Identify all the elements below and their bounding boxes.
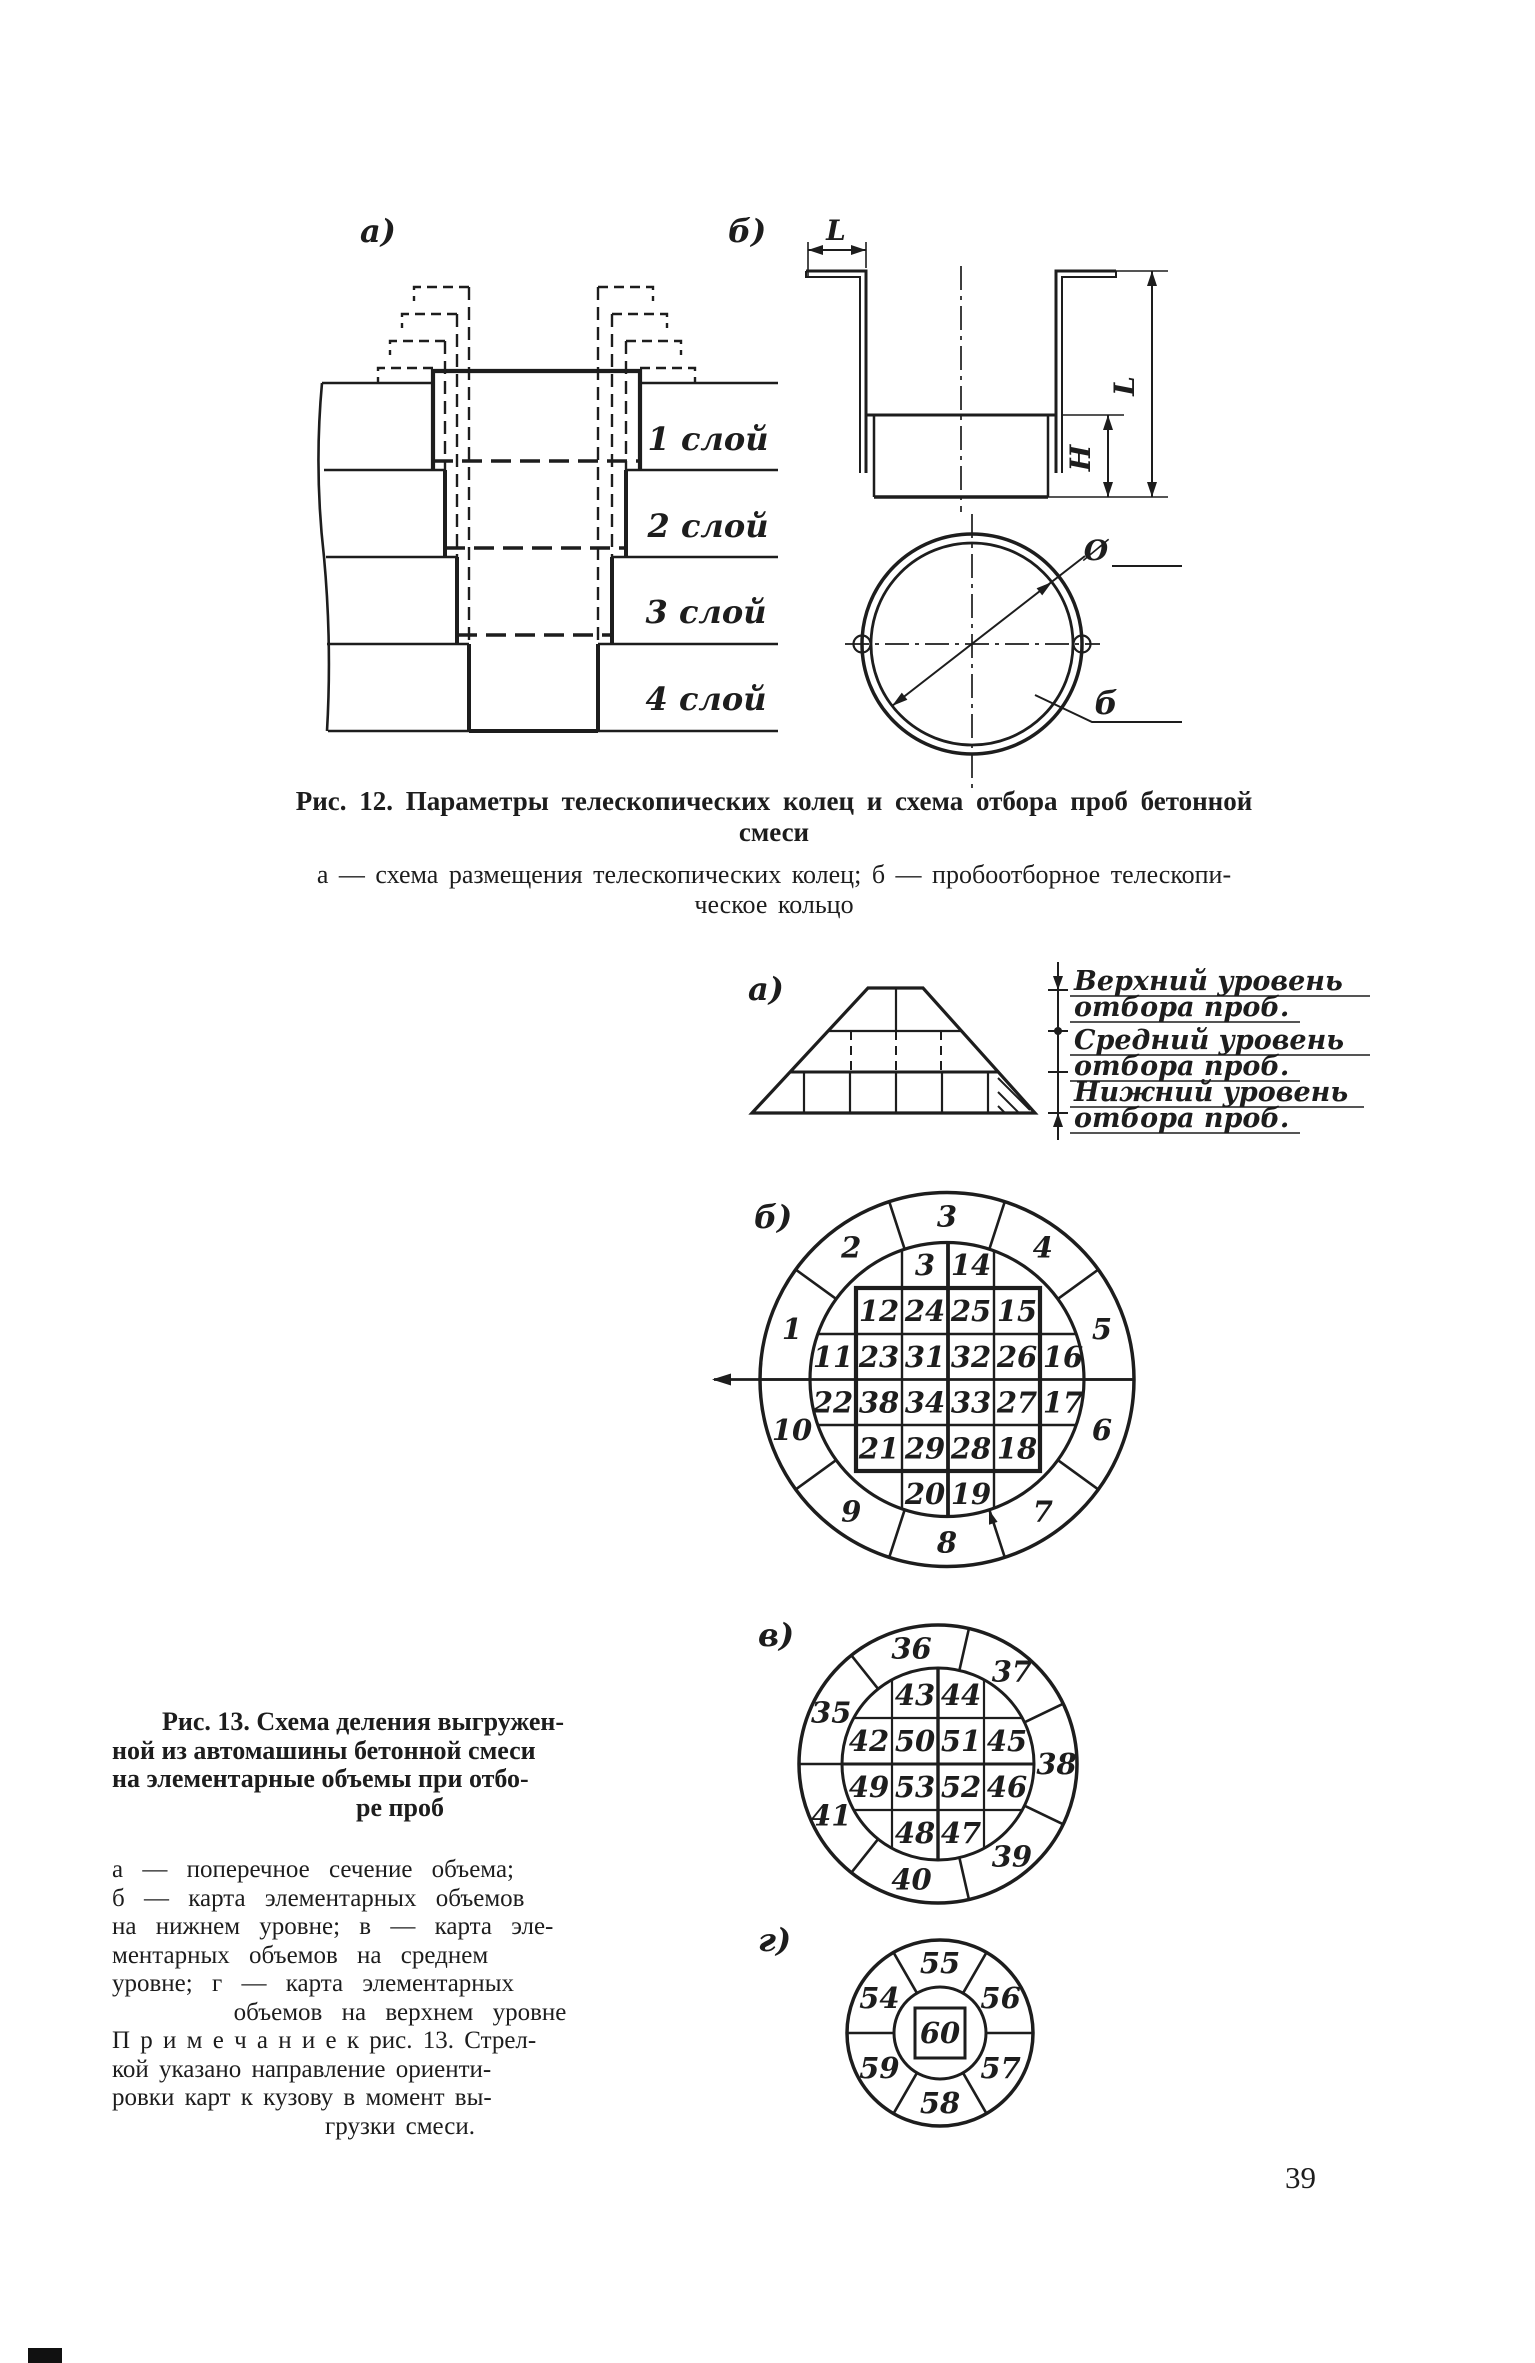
map-v-cell-label: 46: [986, 1770, 1028, 1804]
arrowhead: [808, 245, 823, 255]
fig13-note-line2: кой указано направление ориенти-: [112, 2055, 492, 2083]
map-b-sector-line: [889, 1202, 904, 1250]
map-v-sector-line: [851, 1655, 878, 1689]
map-b-cell-label: 38: [858, 1385, 900, 1420]
left-wall-inner: [806, 271, 860, 473]
lower-level-label-1: Нижний уровень: [1074, 1077, 1349, 1108]
map-b-ring-sector-label: 5: [1091, 1312, 1113, 1347]
fig13-note-line3: ровки карт к кузову в момент вы-: [112, 2084, 492, 2111]
map-b-cell-label: 22: [812, 1385, 854, 1420]
map-v-cell-label: 42: [848, 1724, 890, 1758]
fig13-legend-line2: б — карта элементарных объемов: [112, 1884, 525, 1912]
fig12-legend-line2: ческое кольцо: [694, 890, 854, 919]
map-v-ring-sector-label: 36: [891, 1631, 932, 1666]
left-wall-outer: [806, 271, 866, 473]
map-b-ring-sector-label: 3: [936, 1199, 958, 1234]
layer2-label: 2 слой: [647, 507, 769, 545]
map-b-cell-label: 14: [950, 1248, 992, 1282]
map-b-ring-sector-label: 1: [781, 1312, 803, 1347]
upper-level-label-2: отбора проб.: [1074, 992, 1290, 1023]
map-b-ring-sector-label: 7: [1032, 1494, 1053, 1529]
hatch-lines: [998, 1078, 1030, 1113]
map-b-cell-label: 19: [950, 1477, 992, 1512]
fig13-title-line3: на элементарные объемы при отбо-: [112, 1764, 529, 1793]
map-b-cell-label: 3: [914, 1248, 936, 1282]
fig13-note-line1: П р и м е ч а н и е к рис. 13. Стрел-: [112, 2027, 537, 2054]
map-g-ring-sector-label: 59: [859, 2051, 900, 2085]
arrowhead: [1147, 482, 1157, 497]
layer1-label: 1 слой: [647, 420, 769, 458]
middle-cell-dividers: [851, 1031, 941, 1072]
fig12b-label: б): [728, 212, 767, 250]
fig12a-ring-stack-diagram: [318, 212, 778, 731]
arrowhead: [1037, 582, 1052, 595]
map-b-cell-label: 17: [1042, 1385, 1084, 1420]
map-v-ring-sector-label: 37: [991, 1654, 1033, 1689]
map-v-ring-sector-label: 35: [811, 1695, 852, 1730]
fig13a-cross-section: [748, 962, 1370, 1140]
fig13b-lower-level-map: [712, 1193, 1134, 1567]
middle-level-label-1: Средний уровень: [1074, 1025, 1345, 1056]
fig13v-middle-level-map: [758, 1616, 1077, 1903]
map-b-ring-sector-label: 9: [841, 1494, 862, 1529]
map-v-cell-label: 49: [848, 1770, 890, 1804]
page-number: 39: [1285, 2160, 1316, 2195]
fig13g-upper-level-map: [758, 1921, 1033, 2126]
level-dot: [1054, 1027, 1062, 1035]
fig13-legend-line1: а — поперечное сечение объема;: [112, 1856, 514, 1883]
map-b-cell-label: 26: [996, 1339, 1038, 1374]
map-b-ring-sector-label: 6: [1091, 1412, 1113, 1447]
map-g-center-cell: 60: [919, 2016, 961, 2050]
fig12-caption: [118, 786, 1430, 920]
upper-level-label-1: Верхний уровень: [1074, 966, 1343, 997]
middle-level-label-2: отбора проб.: [1074, 1051, 1290, 1082]
map-g-ring-sector-label: 55: [919, 1946, 961, 1980]
map-v-cell-label: 43: [894, 1678, 936, 1712]
map-b-cell-label: 18: [996, 1431, 1038, 1466]
scan-artifact: [28, 2348, 62, 2363]
ring-pointer-label: б: [1094, 684, 1118, 722]
map-v-ring-sector-label: 41: [811, 1798, 852, 1833]
map-b-sector-line: [1058, 1270, 1098, 1299]
map-b-sector-line: [1058, 1460, 1098, 1489]
fig12-legend-line1: а — схема размещения телескопических колец; б — пробоотборное телескопи-: [316, 860, 1232, 889]
map-v-cell-label: 51: [940, 1724, 982, 1758]
map-v-cell-label: 44: [940, 1678, 982, 1712]
map-v-cell-label: 50: [894, 1724, 936, 1758]
map-b-cell-label: 24: [904, 1294, 946, 1328]
hook-pair-1: [414, 287, 653, 301]
ring4-dashed-walls: [469, 287, 598, 644]
map-b-cell-label: 11: [812, 1339, 854, 1374]
fig12-caption-line2: смеси: [738, 817, 810, 847]
map-v-ring-sector-label: 40: [891, 1862, 932, 1897]
fig13-legend-line3: на нижнем уровне; в — карта эле-: [112, 1913, 554, 1940]
fig13-title-line2: ной из автомашины бетонной смеси: [112, 1735, 536, 1765]
arrowhead: [1147, 271, 1157, 286]
fig12b-ring-section-diagram: [728, 212, 1182, 788]
map-b-cell-label: 28: [950, 1431, 992, 1466]
map-b-cell-label: 21: [858, 1431, 900, 1466]
map-b-cell-label: 15: [996, 1294, 1038, 1328]
hook-pair-2: [402, 314, 667, 328]
map-b-cell-label: 25: [950, 1294, 992, 1328]
fig13a-label: а): [748, 970, 784, 1008]
map-b-cell-label: 16: [1042, 1339, 1084, 1374]
map-b-cell-label: 20: [904, 1477, 946, 1512]
map-g-ring-sector-label: 58: [919, 2086, 961, 2120]
map-v-sector-line: [1024, 1704, 1063, 1723]
fig13-legend-line4: ментарных объемов на среднем: [112, 1941, 489, 1969]
dim-L-right-label: L: [1108, 376, 1141, 396]
map-v-ring-sector-label: 38: [1036, 1747, 1077, 1781]
map-v-sector-line: [1024, 1806, 1063, 1825]
map-b-ring-sector-label: 2: [841, 1230, 862, 1265]
arrowhead: [851, 245, 866, 255]
fig13-note-line4: грузки смеси.: [325, 2112, 475, 2140]
map-b-cell-label: 12: [858, 1294, 900, 1328]
layer4-label: 4 слой: [645, 680, 767, 718]
diameter-arrow-line: [892, 556, 1085, 706]
map-b-sector-line: [989, 1202, 1004, 1250]
map-b-cell-label: 27: [996, 1385, 1038, 1420]
diameter-symbol: Ø: [1083, 534, 1109, 567]
map-g-ring-sector-label: 56: [980, 1981, 1021, 2015]
map-b-ring-sector-label: 8: [936, 1525, 958, 1560]
lower-level-label-2: отбора проб.: [1074, 1103, 1290, 1134]
fig13-title-line1: Рис. 13. Схема деления выгружен-: [162, 1707, 565, 1736]
map-b-sector-line: [989, 1510, 1004, 1558]
map-b-cell-label: 29: [904, 1431, 946, 1466]
fig12a-label: а): [360, 212, 396, 250]
map-g-ring-sector-label: 57: [980, 2051, 1021, 2085]
ring4-outline: [469, 644, 598, 731]
fig13v-label: в): [758, 1616, 795, 1654]
map-v-cell-label: 47: [940, 1816, 982, 1850]
map-v-sector-line: [959, 1628, 969, 1670]
map-b-cell-label: 31: [904, 1339, 946, 1374]
arrowhead: [1103, 482, 1113, 497]
map-b-ring-sector-label: 4: [1032, 1230, 1053, 1265]
hook-pair-3: [390, 341, 681, 355]
map-v-sector-line: [959, 1858, 969, 1900]
map-b-sector-line: [889, 1510, 904, 1558]
fig13-legend-line6: объемов на верхнем уровне: [233, 1998, 567, 2026]
fig13g-label: г): [758, 1921, 792, 1959]
map-v-cell-label: 45: [986, 1724, 1028, 1758]
fig13-legend-line5: уровне; г — карта элементарных: [112, 1970, 514, 1997]
map-b-sector-line: [796, 1270, 836, 1299]
fig13-title-line4: ре проб: [356, 1792, 444, 1822]
ring3-walls: [457, 557, 612, 644]
map-b-sector-line: [796, 1460, 836, 1489]
arrowhead: [1053, 1113, 1063, 1127]
map-b-cell-label: 32: [950, 1339, 992, 1374]
dim-L-top-label: L: [826, 214, 846, 247]
map-v-sector-line: [851, 1839, 878, 1873]
dim-H-label: H: [1064, 444, 1097, 472]
arrowhead: [1103, 415, 1113, 430]
map-b-cell-label: 33: [950, 1385, 992, 1420]
fig13-caption: [112, 1708, 688, 2141]
map-v-cell-label: 53: [894, 1770, 936, 1804]
ring3-dashed-walls: [457, 314, 612, 557]
map-b-cell-label: 23: [858, 1339, 900, 1374]
ring1-outline: [433, 371, 640, 470]
arrowhead: [1053, 976, 1063, 990]
map-b-ring-sector-label: 10: [771, 1412, 813, 1447]
map-v-cell-label: 48: [894, 1816, 936, 1850]
trapezoid-outline: [752, 988, 1035, 1113]
map-v-ring-sector-label: 39: [991, 1839, 1033, 1874]
fig12-caption-line1: Рис. 12. Параметры телескопических колец и схема отбора проб бетонной: [295, 786, 1253, 816]
orientation-arrowhead: [712, 1374, 731, 1386]
layer3-label: 3 слой: [645, 593, 767, 631]
map-b-cell-label: 34: [904, 1385, 946, 1420]
map-v-cell-label: 52: [940, 1770, 982, 1804]
map-g-ring-sector-label: 54: [859, 1981, 900, 2015]
fig13b-label: б): [754, 1198, 793, 1236]
bottom-cell-dividers: [804, 1072, 988, 1113]
